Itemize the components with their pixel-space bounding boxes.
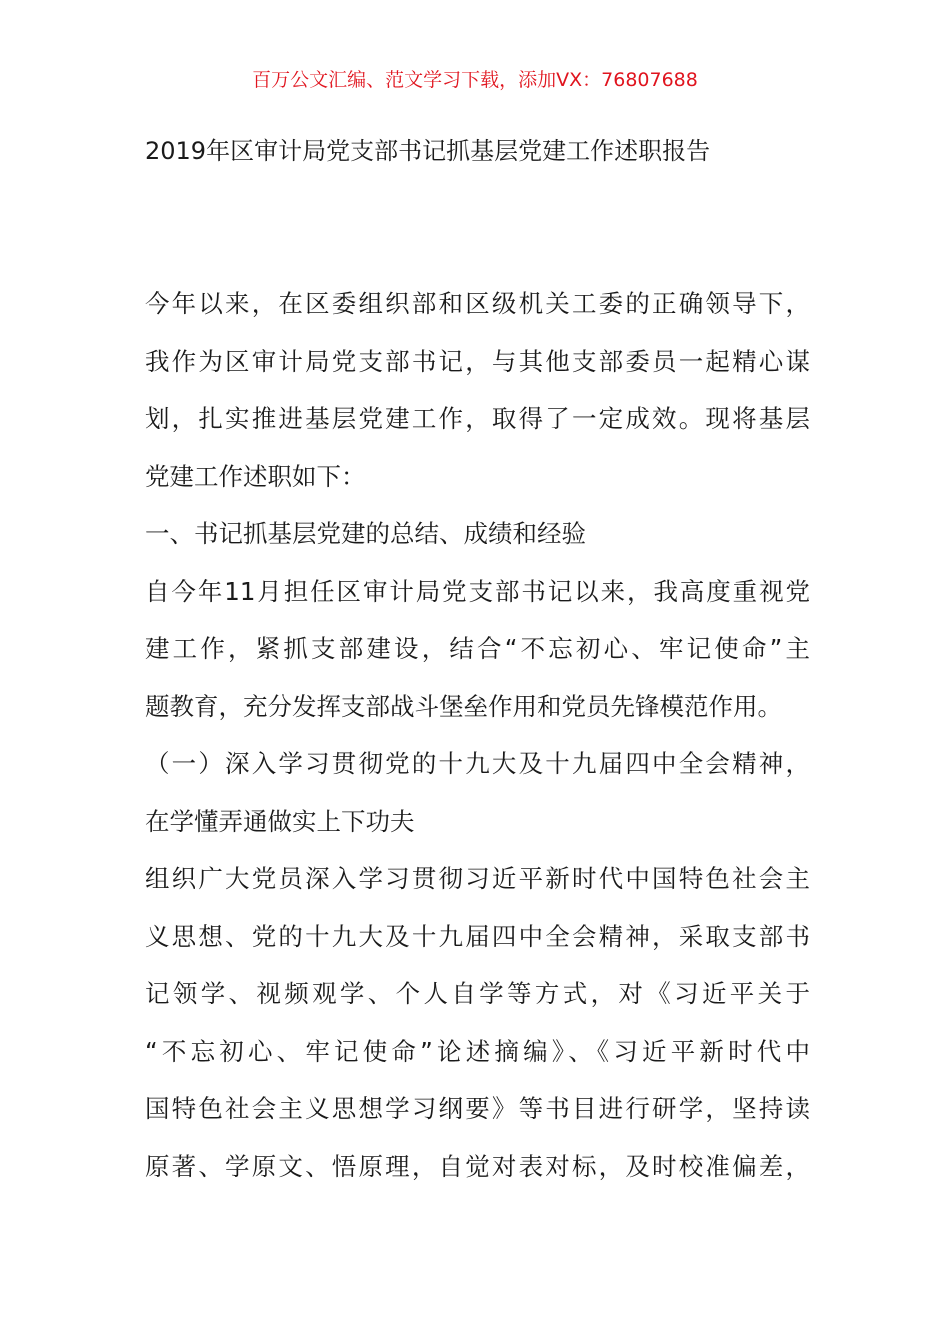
paragraph-intro-line: 党建工作述职如下： — [145, 461, 366, 491]
paragraph-intro-line: 我作为区审计局党支部书记，与其他支部委员一起精心谋 — [145, 346, 810, 376]
paragraph-study-line: 义思想、党的十九大及十九届四中全会精神，采取支部书 — [145, 921, 810, 951]
subsection-heading-1: （一）深入学习贯彻党的十九大及十九届四中全会精神， — [145, 749, 810, 778]
subsection-heading-1: 在学懂弄通做实上下功夫 — [145, 806, 415, 836]
paragraph-summary-line: 自今年11月担任区审计局党支部书记以来，我高度重视党 — [145, 576, 810, 606]
paragraph-summary-line: 建工作，紧抓支部建设，结合“不忘初心、牢记使命”主 — [145, 634, 810, 663]
paragraph-study-line: 记领学、视频观学、个人自学等方式，对《习近平关于 — [145, 979, 810, 1008]
section-heading-1: 一、书记抓基层党建的总结、成绩和经验 — [145, 519, 586, 548]
promo-banner: 百万公文汇编、范文学习下载，添加VX：76807688 — [252, 69, 698, 91]
document-title: 2019年区审计局党支部书记抓基层党建工作述职报告 — [145, 137, 711, 165]
paragraph-summary-line: 题教育，充分发挥支部战斗堡垒作用和党员先锋模范作用。 — [145, 691, 782, 721]
paragraph-study-line: 组织广大党员深入学习贯彻习近平新时代中国特色社会主 — [145, 864, 810, 893]
paragraph-study-line: 国特色社会主义思想学习纲要》等书目进行研学，坚持读 — [145, 1094, 810, 1123]
paragraph-study-line: 原著、学原文、悟原理，自觉对表对标，及时校准偏差， — [145, 1151, 810, 1181]
document-body — [145, 275, 810, 1195]
paragraph-intro-line: 今年以来，在区委组织部和区级机关工委的正确领导下， — [145, 289, 810, 318]
paragraph-intro-line: 划，扎实推进基层党建工作，取得了一定成效。现将基层 — [145, 404, 810, 433]
paragraph-study-line: “不忘初心、牢记使命”论述摘编》、《习近平新时代中 — [145, 1036, 810, 1066]
